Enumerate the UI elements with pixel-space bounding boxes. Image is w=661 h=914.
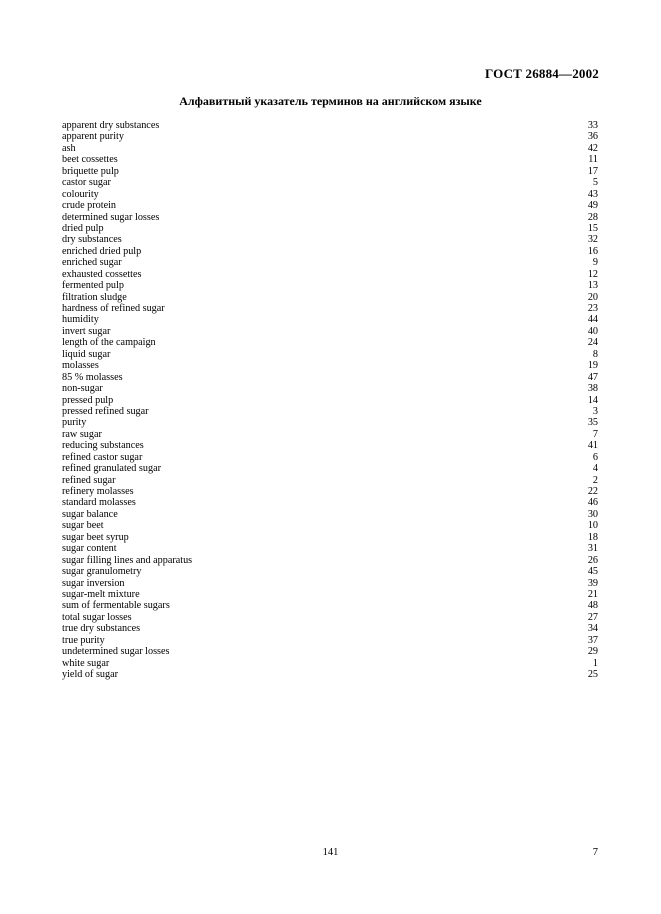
term-number: 47 xyxy=(587,371,598,383)
document-code: ГОСТ 26884—2002 xyxy=(484,66,599,81)
term-name: non-sugar xyxy=(62,383,103,395)
term-name: refined sugar xyxy=(62,474,116,486)
term-number: 35 xyxy=(587,417,598,429)
term-row xyxy=(62,257,598,268)
term-row xyxy=(62,314,598,325)
term-number: 22 xyxy=(587,486,598,497)
term-number: 14 xyxy=(587,394,598,406)
term-number: 27 xyxy=(587,611,598,623)
term-row xyxy=(62,578,598,589)
term-row xyxy=(62,635,598,646)
term-number: 3 xyxy=(592,405,598,417)
term-row xyxy=(62,417,598,428)
term-name: sugar filling lines and apparatus xyxy=(62,554,193,566)
term-name: reducing substances xyxy=(62,440,144,452)
term-row xyxy=(62,532,598,543)
term-row xyxy=(62,120,598,131)
term-number: 36 xyxy=(587,131,598,143)
term-row xyxy=(62,212,598,223)
term-row xyxy=(62,383,598,394)
term-row xyxy=(62,646,598,657)
term-index-list xyxy=(62,120,598,680)
term-number: 44 xyxy=(587,314,598,326)
term-number: 34 xyxy=(587,623,598,635)
term-row xyxy=(62,143,598,154)
term-number: 9 xyxy=(592,257,598,269)
term-number: 13 xyxy=(587,280,598,292)
term-number: 41 xyxy=(587,440,598,452)
term-row xyxy=(62,669,598,680)
term-number: 1 xyxy=(592,657,598,669)
term-number: 25 xyxy=(587,669,598,680)
term-row xyxy=(62,223,598,234)
term-name: fermented pulp xyxy=(62,280,124,292)
term-name: crude protein xyxy=(62,200,117,212)
term-row xyxy=(62,520,598,531)
term-name: liquid sugar xyxy=(62,348,111,360)
term-row xyxy=(62,486,598,497)
term-number: 5 xyxy=(592,177,598,189)
term-name: molasses xyxy=(62,360,99,372)
term-number: 26 xyxy=(587,554,598,566)
term-row xyxy=(62,200,598,211)
term-number: 21 xyxy=(587,588,598,600)
term-row xyxy=(62,452,598,463)
term-number: 40 xyxy=(587,325,598,337)
term-number: 49 xyxy=(587,200,598,212)
term-row xyxy=(62,429,598,440)
term-number: 20 xyxy=(587,291,598,303)
term-name: determined sugar losses xyxy=(62,211,160,223)
term-name: dry substances xyxy=(62,234,122,246)
term-number: 19 xyxy=(587,360,598,372)
term-number: 39 xyxy=(587,577,598,589)
term-row xyxy=(62,154,598,165)
term-name: sugar beet xyxy=(62,520,104,532)
term-number: 29 xyxy=(587,646,598,658)
term-row xyxy=(62,658,598,669)
term-number: 42 xyxy=(587,142,598,154)
term-name: sugar beet syrup xyxy=(62,531,129,543)
term-row xyxy=(62,189,598,200)
term-row xyxy=(62,360,598,371)
term-name: exhausted cossettes xyxy=(62,268,142,280)
term-number: 24 xyxy=(587,337,598,349)
term-name: true purity xyxy=(62,634,105,646)
term-number: 6 xyxy=(592,451,598,463)
term-row xyxy=(62,509,598,520)
term-number: 18 xyxy=(587,531,598,543)
term-row xyxy=(62,589,598,600)
term-name: enriched sugar xyxy=(62,257,122,269)
term-name: colourity xyxy=(62,188,99,200)
term-row xyxy=(62,166,598,177)
term-name: total sugar losses xyxy=(62,611,132,623)
term-number: 46 xyxy=(587,497,598,509)
term-row xyxy=(62,246,598,257)
term-number: 32 xyxy=(587,234,598,246)
page-number-right: 7 xyxy=(592,847,598,858)
term-row xyxy=(62,623,598,634)
term-row xyxy=(62,280,598,291)
term-name: yield of sugar xyxy=(62,669,119,680)
term-name: hardness of refined sugar xyxy=(62,303,165,314)
term-row xyxy=(62,372,598,383)
term-row xyxy=(62,543,598,554)
term-name: true dry substances xyxy=(62,623,141,635)
term-row xyxy=(62,269,598,280)
term-row xyxy=(62,349,598,360)
term-name: refined granulated sugar xyxy=(62,463,161,475)
term-number: 11 xyxy=(588,154,598,166)
term-row xyxy=(62,292,598,303)
term-number: 31 xyxy=(587,543,598,555)
term-number: 7 xyxy=(592,428,598,440)
term-name: sugar content xyxy=(62,543,117,555)
term-row xyxy=(62,234,598,245)
term-row xyxy=(62,395,598,406)
term-number: 37 xyxy=(587,634,598,646)
term-name: undetermined sugar losses xyxy=(62,646,170,658)
term-number: 45 xyxy=(587,566,598,578)
term-name: sugar-melt mixture xyxy=(62,588,140,600)
term-name: castor sugar xyxy=(62,177,111,189)
term-name: white sugar xyxy=(62,657,110,669)
term-row xyxy=(62,475,598,486)
page-number-center: 141 xyxy=(322,847,339,858)
term-row xyxy=(62,337,598,348)
term-number: 23 xyxy=(587,303,598,314)
term-name: invert sugar xyxy=(62,325,111,337)
term-number: 43 xyxy=(587,188,598,200)
term-name: sugar granulometry xyxy=(62,566,142,578)
term-number: 48 xyxy=(587,600,598,612)
term-name: sugar inversion xyxy=(62,577,125,589)
index-title: Алфавитный указатель терминов на английском языке xyxy=(179,94,482,108)
term-name: dried pulp xyxy=(62,222,104,234)
term-name: apparent purity xyxy=(62,131,124,143)
term-number: 10 xyxy=(587,520,598,532)
term-row xyxy=(62,497,598,508)
term-row xyxy=(62,440,598,451)
term-number: 38 xyxy=(587,383,598,395)
term-number: 33 xyxy=(587,120,598,131)
term-name: length of the campaign xyxy=(62,337,156,349)
term-number: 4 xyxy=(592,463,598,475)
term-name: filtration sludge xyxy=(62,291,127,303)
term-row xyxy=(62,177,598,188)
term-name: sugar balance xyxy=(62,508,118,520)
term-name: apparent dry substances xyxy=(62,120,160,131)
term-name: pressed refined sugar xyxy=(62,405,149,417)
term-number: 8 xyxy=(592,348,598,360)
term-row xyxy=(62,566,598,577)
term-row xyxy=(62,303,598,314)
term-number: 2 xyxy=(592,474,598,486)
term-row xyxy=(62,555,598,566)
term-name: beet cossettes xyxy=(62,154,118,166)
term-row xyxy=(62,326,598,337)
term-number: 15 xyxy=(587,222,598,234)
term-name: ash xyxy=(62,142,76,154)
term-number: 12 xyxy=(587,268,598,280)
term-row xyxy=(62,463,598,474)
term-name: 85 % molasses xyxy=(62,371,123,383)
term-name: standard molasses xyxy=(62,497,136,509)
term-number: 28 xyxy=(587,211,598,223)
term-row xyxy=(62,406,598,417)
term-name: purity xyxy=(62,417,87,429)
term-name: pressed pulp xyxy=(62,394,114,406)
term-row xyxy=(62,612,598,623)
term-row xyxy=(62,600,598,611)
term-row xyxy=(62,131,598,142)
term-number: 30 xyxy=(587,508,598,520)
term-name: refined castor sugar xyxy=(62,451,143,463)
term-name: raw sugar xyxy=(62,428,102,440)
term-name: sum of fermentable sugars xyxy=(62,600,170,612)
term-number: 17 xyxy=(587,165,598,177)
term-number: 16 xyxy=(587,245,598,257)
term-name: refinery molasses xyxy=(62,486,134,497)
term-name: humidity xyxy=(62,314,99,326)
term-name: enriched dried pulp xyxy=(62,245,142,257)
term-name: briquette pulp xyxy=(62,165,119,177)
